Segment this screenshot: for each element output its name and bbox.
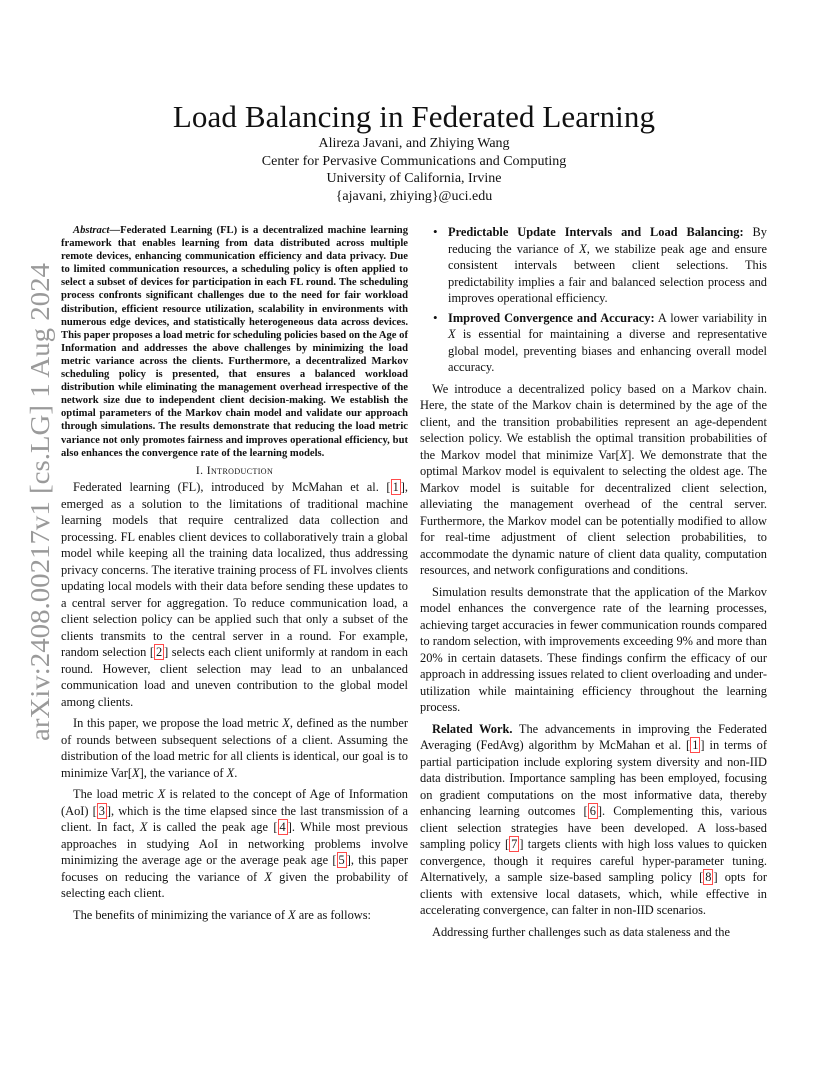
citation-link[interactable]: 7 bbox=[511, 837, 518, 851]
left-column bbox=[61, 224, 408, 923]
arxiv-id-text: arXiv:2408.00217v1 [cs.LG] 1 Aug 2024 bbox=[24, 285, 55, 741]
intro-paragraph-4: The benefits of minimizing the variance of X are as follows: bbox=[73, 907, 371, 922]
affiliation-line-2: University of California, Irvine bbox=[326, 171, 502, 186]
citation-link[interactable]: 5 bbox=[338, 853, 345, 868]
right-column bbox=[420, 224, 767, 940]
abstract bbox=[61, 224, 408, 460]
citation-link[interactable]: 1 bbox=[692, 738, 699, 752]
abstract-label: Abstract bbox=[73, 225, 110, 236]
citation-link[interactable]: 2 bbox=[155, 645, 163, 660]
section-heading bbox=[61, 463, 408, 480]
citation-link[interactable]: 6 bbox=[589, 804, 596, 818]
arxiv-watermark bbox=[22, 263, 56, 741]
list-item: • Improved Convergence and Accuracy: A lower variability in X is essential for maintaining a diverse and representative global model, preventing biases and enhancing overall model accuracy. bbox=[448, 310, 767, 376]
further-challenges-paragraph: Addressing further challenges such as data staleness and the bbox=[432, 924, 730, 939]
simulation-paragraph: Simulation results demonstrate that the application of the Markov model enhances the convergence rate of the learning processes, achieving target accuracies in fewer communication rounds compared to random selection, with improvements exceeding 9% and more than 20% in certain datasets. These findings confirm the efficacy of our approach in addressing issues related to client overloading and under-utilization while maintaining efficiency throughout the learning process. bbox=[420, 584, 767, 714]
author-block bbox=[0, 135, 828, 205]
author-names: Alireza Javani, and Zhiying Wang bbox=[318, 136, 510, 151]
citation-link[interactable]: 4 bbox=[279, 820, 286, 835]
section-number: I. bbox=[195, 463, 204, 477]
intro-paragraph-2: In this paper, we propose the load metric X, defined as the number of rounds between subsequent selections of a client. Assuming the distribution of the load metric for all clients is identical, our goal is to minimize Var[X], the variance of X. bbox=[61, 716, 409, 780]
related-work-paragraph: Related Work. The advancements in improving the Federated Averaging (FedAvg) algorithm by McMahan et al. [ 1 ] in terms of partial participation include exploring system diversity and non-IID data distribution. Importance sampling has been employed, focusing on gradient computations on the most informative data, thereby enhancing learning outcomes [ 6 ]. Complementing this, various client selection strategies have been developed. A loss-based sampling policy [ 7 ] targets clients with high loss values to quicken convergence, though it requires careful hyper-parameter tuning. Alternatively, a sample size-based sampling policy [ 8 ] opts for clients with extensive local datasets, which, while effective in accelerating convergence, can falter in non-IID scenarios. bbox=[420, 721, 767, 917]
affiliation-line-1: Center for Pervasive Communications and Computing bbox=[261, 153, 567, 169]
list-item: • Predictable Update Intervals and Load Balancing: By reducing the variance of X, we stabilize peak age and ensure consistent intervals between client selections. This predictability implies a fair and balanced selection process and improves operational efficiency. bbox=[448, 224, 767, 307]
citation-link[interactable]: 3 bbox=[98, 803, 105, 818]
intro-paragraph-3: The load metric X is related to the concept of Age of Information (AoI) [ 3 ], which is the time elapsed since the last transmission of a client. In fact, X is called the peak age [ 4 ]. While most previous approaches in studying AoI in networking problems involve minimizing the average age or the average peak age [ 5 ], this paper focuses on reducing the variance of X given the probability of selecting each client. bbox=[61, 787, 409, 901]
section-title: Introduction bbox=[206, 463, 274, 477]
markov-paragraph: We introduce a decentralized policy based on a Markov chain. Here, the state of the Markov chain is determined by the age of the client, and the transition probabilities represent an age-dependent selection policy. We establish the optimal transition probabilities of the Markov model that minimize Var[X]. We demonstrate that the optimal Markov model is equivalent to selecting the oldest age. The Markov model is suitable for decentralized client selection, alleviating the management overhead of the central server. Furthermore, the Markov model can be potentially modified to allow for real-time adjustment of client selection probabilities, to accommodate the dynamic nature of client data quality, computation resources, and network configurations and conditions. bbox=[420, 381, 767, 577]
abstract-text: —Federated Learning (FL) is a decentralized machine learning framework that enables learning from data distributed across multiple remote devices, enhancing communication efficiency and data privacy. Due to limited communication resources, a scheduling policy is often applied to select a subset of devices for participation in each FL round. The scheduling process confronts significant challenges due to the need for fair workload distribution, efficient resource utilization, scalability in environments with numerous edge devices, and statistically heterogeneous data across devices. This paper proposes a load metric for scheduling policies based on the Age of Information and addresses the above challenges by minimizing the load metric variance across the clients. Furthermore, a decentralized Markov scheduling policy is presented, that ensures a balanced workload distribution while eliminating the management overhead irrespective of the network size due to independent client decision-making. We establish the optimal parameters of the Markov chain model and validate our approach through simulations. The results demonstrate that reducing the load metric variance not only promotes fairness and improves operational efficiency, but also enhances the convergence rate of the learning models. bbox=[61, 225, 408, 459]
benefits-list bbox=[420, 224, 767, 376]
author-email: {ajavani, zhiying}@uci.edu bbox=[335, 188, 493, 204]
citation-link[interactable]: 1 bbox=[392, 480, 399, 495]
paper-title: Load Balancing in Federated Learning bbox=[172, 98, 656, 134]
intro-paragraph-1: Federated learning (FL), introduced by McMahan et al. [ 1 ], emerged as a solution to the limitations of traditional machine learning models that require centralized data collection and processing. FL enables client devices to collaboratively train a global model while keeping all the training data localized, thus addressing privacy concerns. The iterative training process of FL involves clients updating local models with their data before sending these updates to a central server for aggregation. To reduce communication load, a client selection policy can be applied such that only a subset of the clients transmits to the central server in a round. For example, random selection [ 2 ] selects each client uniformly at random in each round. However, client selection may lead to an unbalanced communication load and uneven contribution to the global model among clients. bbox=[61, 480, 408, 709]
citation-link[interactable]: 8 bbox=[705, 870, 712, 884]
